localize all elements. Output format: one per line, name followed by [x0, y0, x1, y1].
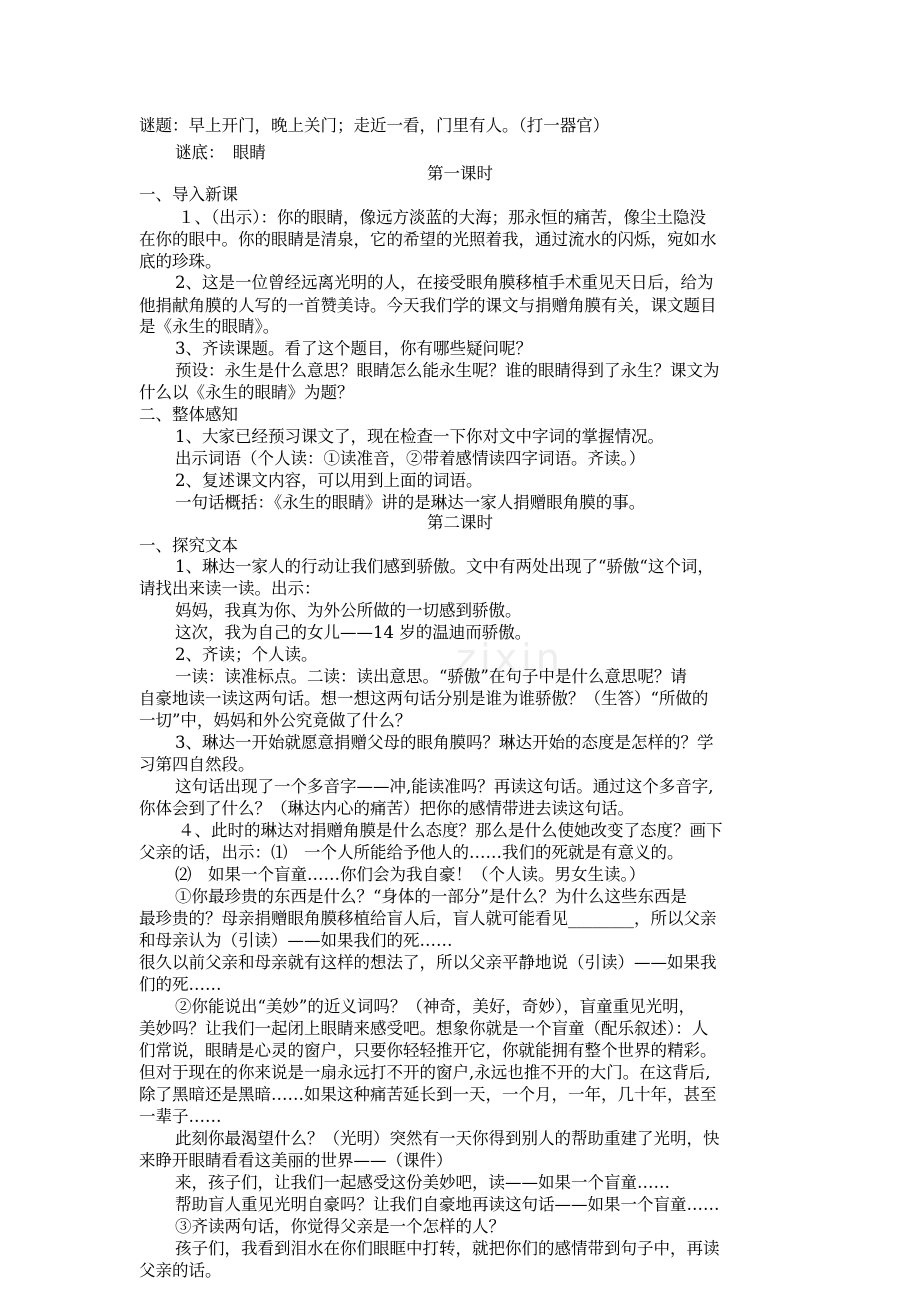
paragraph-line: 们的死…… [139, 975, 222, 994]
paragraph-line: 1、大家已经预习课文了，现在检查一下你对文中字词的掌握情况。 [175, 427, 664, 446]
paragraph-line: 父亲的话。 [139, 1261, 222, 1280]
paragraph-line: 帮助盲人重见光明自豪吗？让我们自豪地再读这句话——如果一个盲童…… [175, 1195, 720, 1214]
paragraph-line: 这句话出现了一个多音字——冲,能读准吗？再读这句话。通过这个多音字, [175, 777, 714, 796]
paragraph-line: ４、此时的琳达对捐赠角膜是什么态度？那么是什么使她改变了态度？画下 [178, 821, 723, 840]
paragraph-line: ②你能说出“美妙”的近义词吗？（神奇，美好，奇妙），盲童重见光明， [175, 997, 696, 1016]
paragraph-line: 很久以前父亲和母亲就有这样的想法了，所以父亲平静地说（引读）——如果我 [139, 953, 717, 972]
paragraph-line: 3、齐读课题。看了这个题目，你有哪些疑问呢？ [175, 339, 532, 358]
paragraph-line: 一辈子…… [139, 1107, 222, 1126]
paragraph-line: 来睁开眼睛看看这美丽的世界——（课件） [139, 1151, 453, 1170]
paragraph-line: 2、齐读；个人读。 [175, 645, 318, 664]
paragraph-line: 2、复述课文内容，可以用到上面的词语。 [175, 471, 483, 490]
paragraph-line: 什么以《永生的眼睛》为题？ [139, 383, 354, 402]
lesson1-title: 第一课时 [427, 164, 493, 183]
section-heading: 一、探究文本 [139, 536, 238, 555]
paragraph-line: 习第四自然段。 [139, 755, 255, 774]
paragraph-line: 他捐献角膜的人写的一首赞美诗。今天我们学的课文与捐赠角膜有关，课文题目 [139, 296, 717, 315]
paragraph-line: 出示词语（个人读：①读准音，②带着感情读四字词语。齐读。） [175, 449, 646, 468]
paragraph-line: 但对于现在的你来说是一扇永远打不开的窗户,永远也推不开的大门。在这背后, [139, 1063, 711, 1082]
paragraph-line: ①你最珍贵的东西是什么？“身体的一部分”是什么？为什么这些东西是 [175, 887, 687, 906]
riddle-answer: 谜底： 眼睛 [175, 143, 266, 162]
paragraph-line: 1、琳达一家人的行动让我们感到骄傲。文中有两处出现了“骄傲“这个词， [175, 557, 714, 576]
paragraph-line: 自豪地读一读这两句话。想一想这两句话分别是谁为谁骄傲？（生答）“所做的 [139, 689, 709, 708]
paragraph-line: 你体会到了什么？（琳达内心的痛苦）把你的感情带进去读这句话。 [139, 799, 634, 818]
paragraph-line: 3、琳达一开始就愿意捐赠父母的眼角膜吗？琳达开始的态度是怎样的？学 [175, 733, 714, 752]
paragraph-line: 一切”中，妈妈和外公究竟做了什么？ [139, 711, 412, 730]
paragraph-line: 一读：读准标点。二读：读出意思。“骄傲”在句子中是什么意思呢？请 [175, 667, 687, 686]
paragraph-line: 此刻你最渴望什么？（光明）突然有一天你得到别人的帮助重建了光明，快 [175, 1129, 720, 1148]
paragraph-line: 孩子们，我看到泪水在你们眼眶中打转，就把你们的感情带到句子中，再读 [175, 1239, 720, 1258]
watermark: zixin [456, 636, 564, 680]
paragraph-line: 妈妈，我真为你、为外公所做的一切感到骄傲。 [175, 601, 522, 620]
section-heading: 二、整体感知 [139, 405, 238, 424]
paragraph-line: 这次，我为自己的女儿——14 岁的温迪而骄傲。 [175, 623, 532, 642]
riddle-question: 谜题：早上开门，晚上关门；走近一看，门里有人。（打一器官） [139, 116, 610, 135]
paragraph-line: 是《永生的眼睛》。 [139, 317, 280, 336]
paragraph-line: 底的珍珠。 [139, 252, 222, 271]
lesson2-title: 第二课时 [427, 513, 493, 532]
paragraph-line: 一句话概括：《永生的眼睛》讲的是琳达一家人捐赠眼角膜的事。 [175, 493, 646, 512]
paragraph-line: 请找出来读一读。出示： [139, 579, 321, 598]
section-heading: 一、导入新课 [139, 185, 238, 204]
paragraph-line: 美妙吗？让我们一起闭上眼睛来感受吧。想象你就是一个盲童（配乐叙述）：人 [139, 1019, 709, 1038]
paragraph-line: 最珍贵的？母亲捐赠眼角膜移植给盲人后，盲人就可能看见________，所以父亲 [139, 909, 717, 928]
paragraph-line: 父亲的话，出示：⑴ 一个人所能给予他人的……我们的死就是有意义的。 [139, 843, 684, 862]
paragraph-line: ③齐读两句话，你觉得父亲是一个怎样的人？ [175, 1217, 505, 1236]
paragraph-line: 们常说，眼睛是心灵的窗户，只要你轻轻推开它，你就能拥有整个世界的精彩。 [139, 1041, 717, 1060]
paragraph-line: 预设：永生是什么意思？眼睛怎么能永生呢？谁的眼睛得到了永生？课文为 [175, 361, 720, 380]
paragraph-line: 2、这是一位曾经远离光明的人，在接受眼角膜移植手术重见天日后，给为 [175, 273, 714, 292]
paragraph-line: ⑵ 如果一个盲童……你们会为我自豪！（个人读。男女生读。） [175, 865, 646, 884]
paragraph-line: 除了黑暗还是黑暗……如果这种痛苦延长到一天，一个月，一年，几十年，甚至 [139, 1085, 717, 1104]
paragraph-line: １、（出示）：你的眼睛，像远方淡蓝的大海；那永恒的痛苦，像尘土隐没 [178, 208, 706, 227]
paragraph-line: 来，孩子们，让我们一起感受这份美妙吧，读——如果一个盲童…… [175, 1173, 670, 1192]
paragraph-line: 在你的眼中。你的眼睛是清泉，它的希望的光照着我，通过流水的闪烁，宛如水 [139, 230, 717, 249]
paragraph-line: 和母亲认为（引读）——如果我们的死…… [139, 931, 453, 950]
